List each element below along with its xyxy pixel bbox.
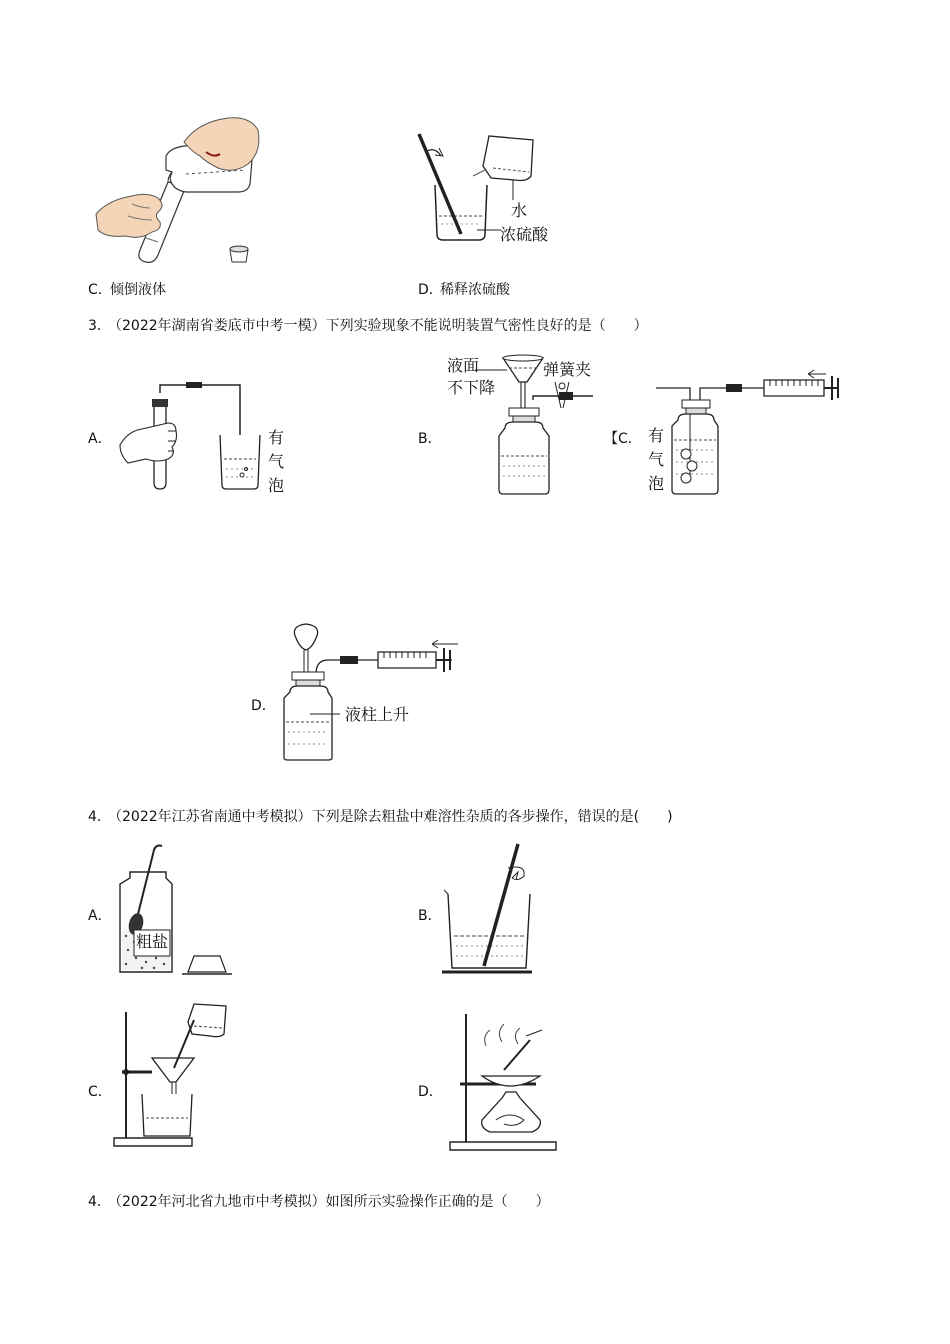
option-letter: C． xyxy=(88,1084,112,1100)
option-letter: C． xyxy=(88,282,112,298)
question-text: （2022年河北省九地市中考模拟）如图所示实验操作正确的是（ ） xyxy=(108,1194,550,1210)
option-letter: B． xyxy=(418,908,442,924)
label-column-rise: 液柱上升 xyxy=(345,705,410,724)
option-letter: D． xyxy=(251,698,276,714)
question-text: （2022年江苏省南通中考模拟）下列是除去粗盐中难溶性杂质的各步操作，错误的是( ) xyxy=(108,809,673,825)
airtight-test-syringe-drawing xyxy=(656,370,851,496)
option-letter: 【C． xyxy=(604,431,642,447)
airtight-test-column-drawing xyxy=(282,620,464,762)
option-letter: D． xyxy=(418,1084,443,1100)
label-bubble-char: 泡 xyxy=(648,474,665,493)
label-crude-salt: 粗盐 xyxy=(136,932,169,951)
dissolving-drawing xyxy=(442,842,542,976)
question-number: 3． xyxy=(88,318,111,334)
option-letter: A． xyxy=(88,908,112,924)
label-bubble-char: 有 xyxy=(648,426,665,445)
option-caption: 稀释浓硫酸 xyxy=(440,282,510,298)
label-bubble-char: 有 xyxy=(268,428,285,447)
question-number: 4． xyxy=(88,809,111,825)
option-letter: D． xyxy=(418,282,443,298)
filtering-drawing xyxy=(112,1002,232,1150)
option-caption: 倾倒液体 xyxy=(110,282,166,298)
option-letter: B． xyxy=(418,431,442,447)
airtight-test-funnel-drawing xyxy=(495,356,605,496)
question-number: 4． xyxy=(88,1194,111,1210)
pouring-liquid-drawing xyxy=(88,112,263,272)
label-liquid-level: 不下降 xyxy=(447,378,496,397)
airtight-test-hand-drawing xyxy=(118,383,263,495)
option-letter: A． xyxy=(88,431,112,447)
question-text: （2022年湖南省娄底市中考一模）下列实验现象不能说明装置气密性良好的是（ ） xyxy=(108,318,648,334)
label-spring-clamp: 弹簧夹 xyxy=(543,360,592,379)
evaporating-drawing xyxy=(446,1010,566,1150)
label-water: 水 xyxy=(511,201,528,220)
label-bubble-char: 泡 xyxy=(268,476,285,495)
label-bubble-char: 气 xyxy=(268,452,285,471)
label-conc-acid: 浓硫酸 xyxy=(500,225,549,244)
label-bubble-char: 气 xyxy=(648,450,665,469)
label-liquid-level: 液面 xyxy=(447,356,480,375)
salt-bottle-drawing xyxy=(116,844,236,976)
